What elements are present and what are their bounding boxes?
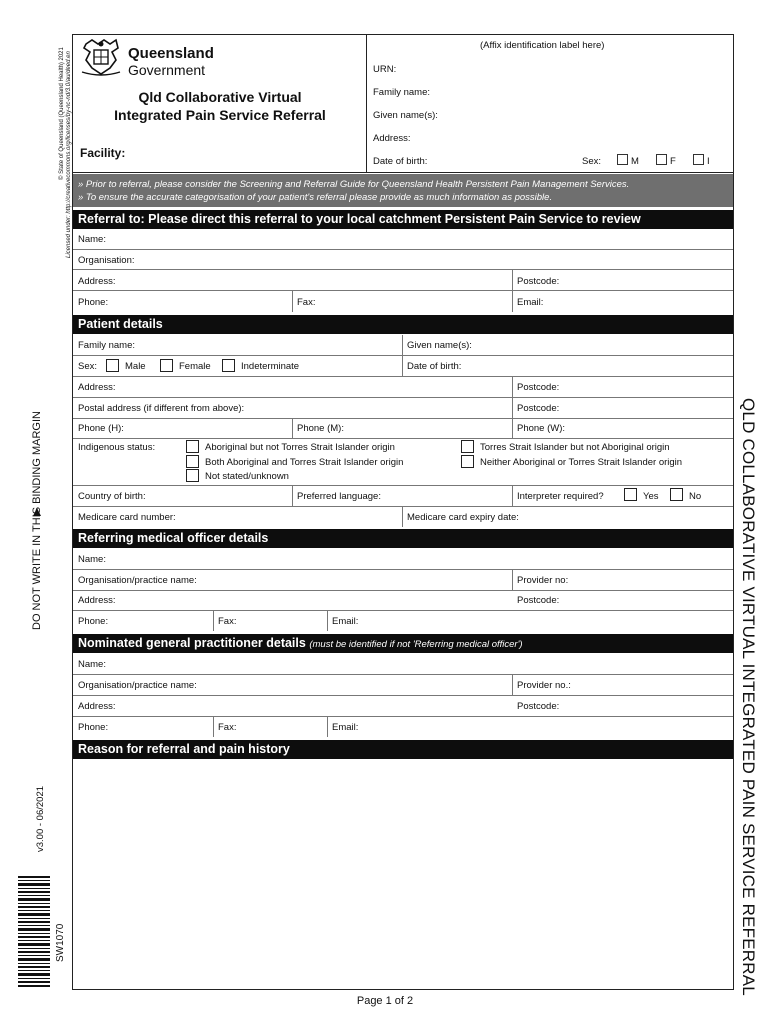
indigenous-opt1-checkbox[interactable] xyxy=(186,440,199,453)
medicare-expiry-divider xyxy=(402,507,403,527)
referral-org-row xyxy=(73,249,733,270)
patient-phone-h-label: Phone (H): xyxy=(78,423,124,434)
patient-given-names-label: Given name(s): xyxy=(407,340,472,351)
referring-address-label: Address: xyxy=(78,595,116,606)
side-title: QLD COLLABORATIVE VIRTUAL INTEGRATED PAIN SERVICE REFERRAL xyxy=(739,398,758,996)
gp-name-row xyxy=(73,653,733,675)
gp-fax-label: Fax: xyxy=(218,722,237,733)
header-sex-label: Sex: xyxy=(582,156,602,167)
referral-address-row xyxy=(73,269,733,291)
gp-email-label: Email: xyxy=(332,722,359,733)
indigenous-opt2-label: Torres Strait Islander but not Aboriginal origin xyxy=(480,442,670,453)
sex-female-label: Female xyxy=(179,361,211,372)
patient-family-name-label: Family name: xyxy=(78,340,136,351)
header-bottom-rule xyxy=(73,172,733,173)
interpreter-label: Interpreter required? xyxy=(517,491,604,502)
gp-org-label: Organisation/practice name: xyxy=(78,680,197,691)
interpreter-yes-checkbox[interactable] xyxy=(624,488,637,501)
referral-fax-divider xyxy=(292,291,293,312)
referring-name-row xyxy=(73,548,733,570)
gp-postcode-label: Postcode: xyxy=(517,701,560,712)
header-sex-m-label: M xyxy=(631,156,639,167)
gp-provider-label: Provider no.: xyxy=(517,680,571,691)
indigenous-status-label: Indigenous status: xyxy=(78,442,156,453)
patient-postal-label: Postal address (if different from above): xyxy=(78,403,245,414)
referral-to-heading: Referral to: Please direct this referral to your local catchment Persistent Pain Service to review xyxy=(73,210,733,229)
reason-text-area[interactable] xyxy=(73,759,733,988)
gp-name-label: Name: xyxy=(78,659,106,670)
referral-address-label: Address: xyxy=(78,276,116,287)
referring-email-divider xyxy=(327,611,328,631)
preferred-language-label: Preferred language: xyxy=(297,491,381,502)
indigenous-opt5-checkbox[interactable] xyxy=(186,469,199,482)
patient-postcode-label: Postcode: xyxy=(517,382,560,393)
gp-phone-label: Phone: xyxy=(78,722,109,733)
interpreter-no-checkbox[interactable] xyxy=(670,488,683,501)
referral-phone-label: Phone: xyxy=(78,297,109,308)
gp-address-label: Address: xyxy=(78,701,116,712)
patient-postcode2-label: Postcode: xyxy=(517,403,560,414)
referring-org-label: Organisation/practice name: xyxy=(78,575,197,586)
header-sex-i-checkbox[interactable] xyxy=(693,154,704,165)
indigenous-opt1-label: Aboriginal but not Torres Strait Islander origin xyxy=(205,442,395,453)
sex-indeterminate-checkbox[interactable] xyxy=(222,359,235,372)
medicare-number-label: Medicare card number: xyxy=(78,512,176,523)
logo-queensland: Queensland xyxy=(128,45,214,62)
indigenous-opt3-checkbox[interactable] xyxy=(186,455,199,468)
referral-name-label: Name: xyxy=(78,234,106,245)
patient-postcode2-divider xyxy=(512,398,513,418)
medicare-expiry-label: Medicare card expiry date: xyxy=(407,512,519,523)
patient-phone-w-label: Phone (W): xyxy=(517,423,566,434)
copyright-notice: © State of Queensland (Queensland Health) 2021 xyxy=(59,47,65,180)
header-dob-label: Date of birth: xyxy=(373,156,428,167)
patient-address-label: Address: xyxy=(78,382,116,393)
arrow-up-icon xyxy=(33,508,41,516)
gp-heading xyxy=(73,634,733,653)
language-divider xyxy=(292,486,293,506)
header-sex-f-label: F xyxy=(670,156,676,167)
header-sex-i-label: I xyxy=(707,156,710,167)
patient-given-divider xyxy=(402,335,403,355)
indigenous-opt2-checkbox[interactable] xyxy=(461,440,474,453)
form-title-line1: Qld Collaborative Virtual xyxy=(138,89,302,105)
patient-phone-row xyxy=(73,418,733,439)
country-of-birth-label: Country of birth: xyxy=(78,491,146,502)
licence-notice: Licensed under: http://creativecommons.org/licenses/by-nc-nd/3.0/au/deed.en xyxy=(66,51,72,258)
referring-officer-heading: Referring medical officer details xyxy=(73,529,733,548)
patient-dob-divider xyxy=(402,356,403,376)
gp-fax-divider xyxy=(213,717,214,737)
header-divider xyxy=(366,34,367,172)
page-number: Page 1 of 2 xyxy=(356,995,414,1007)
interpreter-divider xyxy=(512,486,513,506)
header-address-label: Address: xyxy=(373,133,411,144)
sex-male-label: Male xyxy=(125,361,146,372)
indigenous-opt5-label: Not stated/unknown xyxy=(205,471,289,482)
referring-provider-divider xyxy=(512,570,513,590)
referring-fax-divider xyxy=(213,611,214,631)
urn-label: URN: xyxy=(373,64,397,75)
referring-provider-label: Provider no: xyxy=(517,575,569,586)
logo-government: Government xyxy=(128,62,206,78)
gp-heading-note: (must be identified if not 'Referring medical officer') xyxy=(309,639,523,650)
gp-heading-title: Nominated general practitioner details xyxy=(78,636,306,650)
binding-margin-notice: DO NOT WRITE IN THIS BINDING MARGIN xyxy=(31,411,43,630)
patient-dob-label: Date of birth: xyxy=(407,361,462,372)
patient-phone-m-label: Phone (M): xyxy=(297,423,344,434)
note-line-2: » To ensure the accurate categorisation of your patient's referral please provide as much information as possible. xyxy=(78,192,553,203)
referral-org-label: Organisation: xyxy=(78,255,135,266)
patient-phone-w-divider xyxy=(512,419,513,438)
note-line-1: » Prior to referral, please consider the Screening and Referral Guide for Queensland Health Persistent Pain Management Services. xyxy=(78,179,630,190)
header-family-name-label: Family name: xyxy=(373,87,431,98)
gp-provider-divider xyxy=(512,675,513,695)
referral-postcode-label: Postcode: xyxy=(517,276,560,287)
header-sex-m-checkbox[interactable] xyxy=(617,154,628,165)
indigenous-opt4-checkbox[interactable] xyxy=(461,455,474,468)
referring-address-row xyxy=(73,590,733,611)
header-given-names-label: Given name(s): xyxy=(373,110,438,121)
patient-phone-m-divider xyxy=(292,419,293,438)
patient-sex-label: Sex: xyxy=(78,361,98,372)
referring-email-label: Email: xyxy=(332,616,359,627)
interpreter-yes-label: Yes xyxy=(643,491,659,502)
gp-email-divider xyxy=(327,717,328,737)
referral-fax-label: Fax: xyxy=(297,297,316,308)
patient-postcode-divider xyxy=(512,377,513,397)
sex-male-checkbox[interactable] xyxy=(106,359,119,372)
gp-address-row xyxy=(73,695,733,717)
patient-details-heading: Patient details xyxy=(73,315,733,334)
facility-label: Facility: xyxy=(80,146,126,160)
referral-email-label: Email: xyxy=(517,297,544,308)
patient-address-row xyxy=(73,376,733,398)
referring-postcode-label: Postcode: xyxy=(517,595,560,606)
queensland-crest-icon xyxy=(78,38,124,78)
sex-indeterminate-label: Indeterminate xyxy=(241,361,300,372)
barcode xyxy=(18,876,60,988)
referring-phone-label: Phone: xyxy=(78,616,109,627)
referring-name-label: Name: xyxy=(78,554,106,565)
form-title-line2: Integrated Pain Service Referral xyxy=(114,107,326,123)
form-version: v3.00 - 06/2021 xyxy=(35,785,46,852)
interpreter-no-label: No xyxy=(689,491,702,502)
form-code: SW1070 xyxy=(55,923,66,962)
patient-name-row xyxy=(73,334,733,356)
affix-label: (Affix identification label here) xyxy=(480,40,605,51)
sex-female-checkbox[interactable] xyxy=(160,359,173,372)
indigenous-opt4-label: Neither Aboriginal or Torres Strait Islander origin xyxy=(480,457,683,468)
reason-heading: Reason for referral and pain history xyxy=(73,740,733,759)
header-sex-f-checkbox[interactable] xyxy=(656,154,667,165)
indigenous-opt3-label: Both Aboriginal and Torres Strait Islander origin xyxy=(205,457,404,468)
referral-email-divider xyxy=(512,291,513,312)
referring-fax-label: Fax: xyxy=(218,616,237,627)
referral-name-row xyxy=(73,229,733,250)
referral-postcode-divider xyxy=(512,270,513,290)
